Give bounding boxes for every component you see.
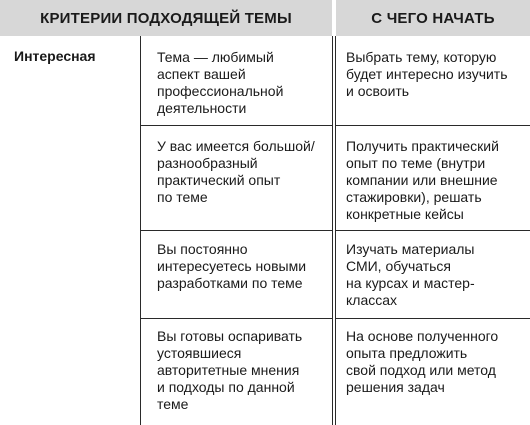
category-label: Интересная xyxy=(14,48,96,64)
start-cell: Изучать материалы СМИ, обучаться на курсах и мастер- классах xyxy=(346,241,475,308)
row-divider xyxy=(140,125,332,126)
row-divider xyxy=(336,318,530,319)
start-cell: Выбрать тему, которую будет интересно изучить и освоить xyxy=(346,49,508,99)
start-cell: На основе полученного опыта предложить свой подход или метод решения задач xyxy=(346,328,499,395)
criterion-cell: Тема — любимый аспект вашей профессиональной деятельности xyxy=(157,49,284,116)
criterion-cell: Вы постоянно интересуетесь новыми разработками по теме xyxy=(157,241,307,291)
row-divider xyxy=(336,125,530,126)
column-divider-center-a xyxy=(332,36,333,425)
start-cell: Получить практический опыт по теме (внутри компании или внешние стажировки), решать конкретные кейсы xyxy=(346,138,499,222)
header-criteria: КРИТЕРИИ ПОДХОДЯЩЕЙ ТЕМЫ xyxy=(0,0,332,36)
header-start: С ЧЕГО НАЧАТЬ xyxy=(336,0,530,36)
row-divider xyxy=(140,230,332,231)
criterion-cell: У вас имеется большой/ разнообразный практический опыт по теме xyxy=(157,138,315,205)
row-divider xyxy=(336,230,530,231)
row-divider xyxy=(140,318,332,319)
criterion-cell: Вы готовы оспаривать устоявшиеся авторитетные мнения и подходы по данной теме xyxy=(157,328,303,412)
